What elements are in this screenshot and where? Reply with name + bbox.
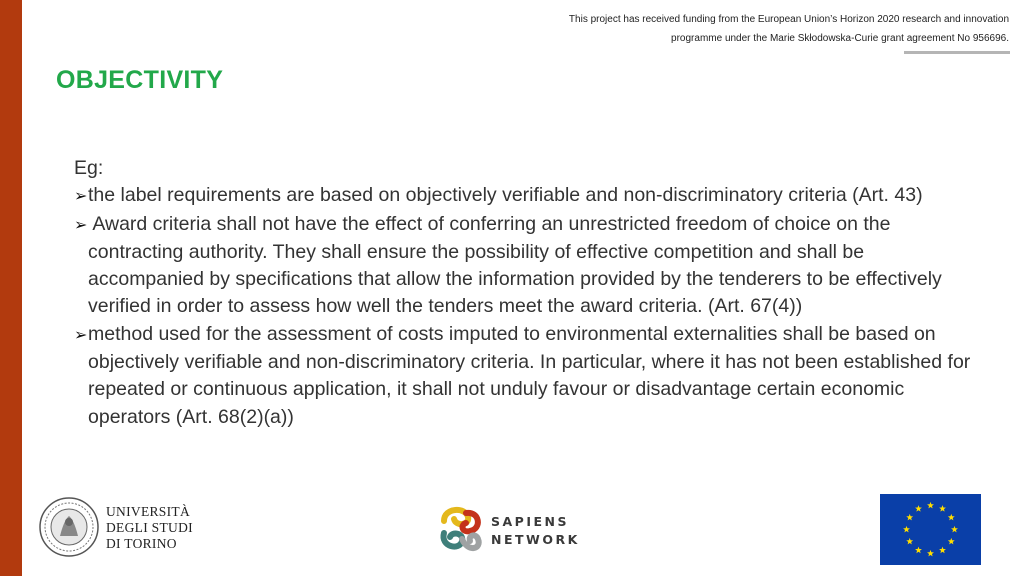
eu-star-icon — [948, 514, 955, 521]
sapiens-line-1: SAPIENS — [491, 514, 569, 529]
arrow-bullet-icon: ➢ — [74, 216, 88, 234]
eu-star-icon — [927, 502, 934, 509]
funding-line-2: programme under the Marie Skłodowska-Curie grant agreement No 956696. — [671, 33, 1009, 44]
eu-stars — [880, 494, 981, 565]
unito-name-line-3: DI TORINO — [106, 536, 177, 551]
eu-star-icon — [903, 526, 910, 533]
slide-body — [74, 155, 974, 431]
eu-star-icon — [951, 526, 958, 533]
funding-line-1: This project has received funding from the European Union’s Horizon 2020 research and innovation — [568, 14, 1009, 25]
unito-name-line-1: UNIVERSITÀ — [106, 504, 190, 519]
university-seal-icon — [38, 496, 100, 558]
bullet-text: method used for the assessment of costs imputed to environmental externalities shall be based on objectively verifiable and non-discriminatory criteria. In particular, where it has not been established for repeated or continuous application, it shall not unduly favour or disadvantage certain economic operators (Art. 68(2)(a)) — [88, 322, 971, 428]
bullet-list — [74, 182, 974, 431]
bullet-text: the label requirements are based on objectively verifiable and non-discriminatory criteria (Art. 43) — [88, 184, 923, 207]
unito-name-line-2: DEGLI STUDI — [106, 520, 193, 535]
eu-star-icon — [948, 538, 955, 545]
accent-side-bar — [0, 0, 22, 576]
arrow-bullet-icon: ➢ — [74, 188, 88, 206]
unito-wordmark — [106, 504, 193, 552]
unito-logo — [38, 496, 218, 558]
eu-star-icon — [915, 505, 922, 512]
bullet-item — [74, 211, 974, 321]
sapiens-network-logo — [436, 503, 596, 557]
sapiens-knot-icon — [436, 503, 486, 557]
eu-star-icon — [906, 514, 913, 521]
eu-star-icon — [927, 550, 934, 557]
eu-star-icon — [915, 547, 922, 554]
eu-star-icon — [939, 547, 946, 554]
eu-flag-icon — [880, 494, 981, 565]
bullet-item — [74, 321, 974, 431]
slide-title: OBJECTIVITY — [56, 66, 224, 94]
funding-notice — [449, 10, 1009, 48]
sapiens-wordmark — [491, 513, 580, 549]
intro-text: Eg: — [74, 157, 104, 179]
sapiens-line-2: NETWORK — [491, 532, 580, 547]
eu-star-icon — [906, 538, 913, 545]
bullet-text: Award criteria shall not have the effect of conferring an unrestricted freedom of choice on the contracting authority. They shall ensure the possibility of effective competition and shall be accompanied by specifications that allow the information provided by the tenderers to be effectively verified in order to assess how well the tenders meet the award criteria. (Art. 67(4)) — [88, 212, 942, 318]
arrow-bullet-icon: ➢ — [74, 326, 88, 344]
funding-divider — [904, 51, 1010, 54]
eu-star-icon — [939, 505, 946, 512]
bullet-item — [74, 182, 974, 210]
